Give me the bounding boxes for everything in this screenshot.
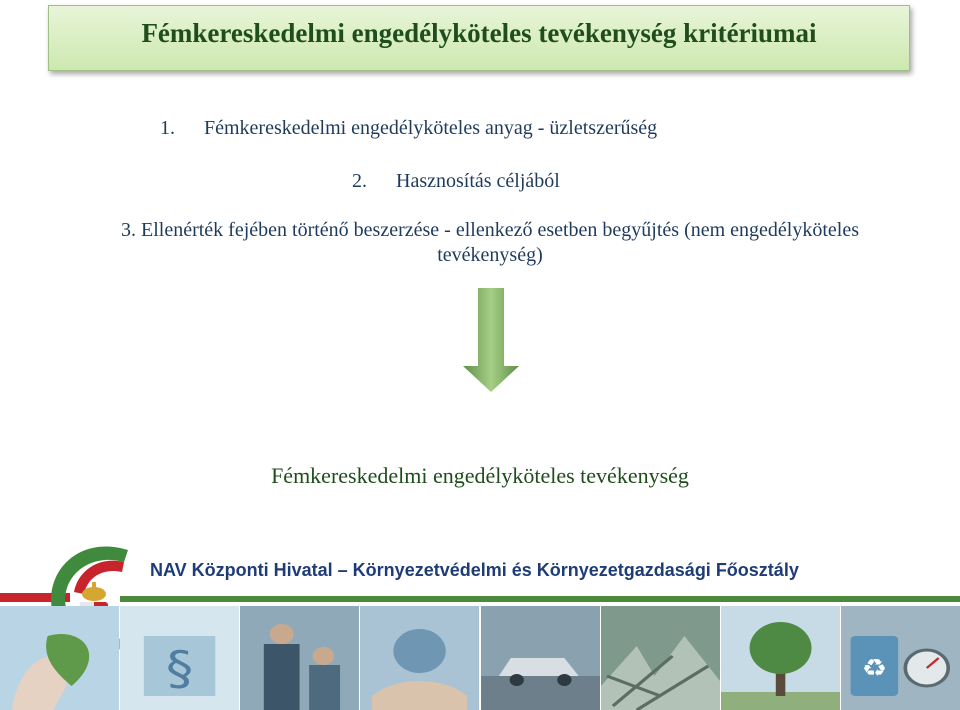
criterion-text: Fémkereskedelmi engedélyköteles anyag - üzletszerűség — [204, 117, 658, 139]
down-arrow-icon — [463, 288, 519, 392]
criterion-text: Hasznosítás céljából — [396, 170, 560, 192]
criterion-number: 2. — [352, 170, 367, 192]
slide-title: Fémkereskedelmi engedélyköteles tevékenység kritériumai — [141, 18, 817, 48]
criterion-number: 1. — [160, 117, 175, 139]
paragraph-sign-photo — [120, 606, 240, 710]
tree-photo — [721, 606, 841, 710]
svg-text:♻: ♻ — [861, 655, 888, 683]
criterion-item-1 — [160, 117, 657, 140]
customs-officers-photo — [240, 606, 360, 710]
result-text: Fémkereskedelmi engedélyköteles tevékenység — [271, 463, 689, 488]
criterion-number: 3. — [121, 219, 136, 241]
criterion-item-3 — [80, 218, 900, 268]
cars-photo — [481, 606, 601, 710]
scrap-metal-photo — [601, 606, 721, 710]
organization-name: NAV Központi Hivatal – Környezetvédelmi és Környezetgazdasági Főosztály — [150, 560, 799, 580]
hands-globe-photo — [360, 606, 480, 710]
recycling-gauge-photo — [841, 606, 960, 710]
title-banner — [48, 5, 910, 71]
criterion-item-2 — [352, 170, 560, 193]
hands-leaf-photo — [0, 606, 120, 710]
svg-text:§: § — [165, 641, 194, 695]
green-accent-line — [120, 596, 960, 602]
photo-strip — [0, 606, 960, 710]
criterion-text: Ellenérték fejében történő beszerzése - ellenkező esetben begyűjtés (nem engedélyköteles tevékenység) — [141, 219, 859, 266]
